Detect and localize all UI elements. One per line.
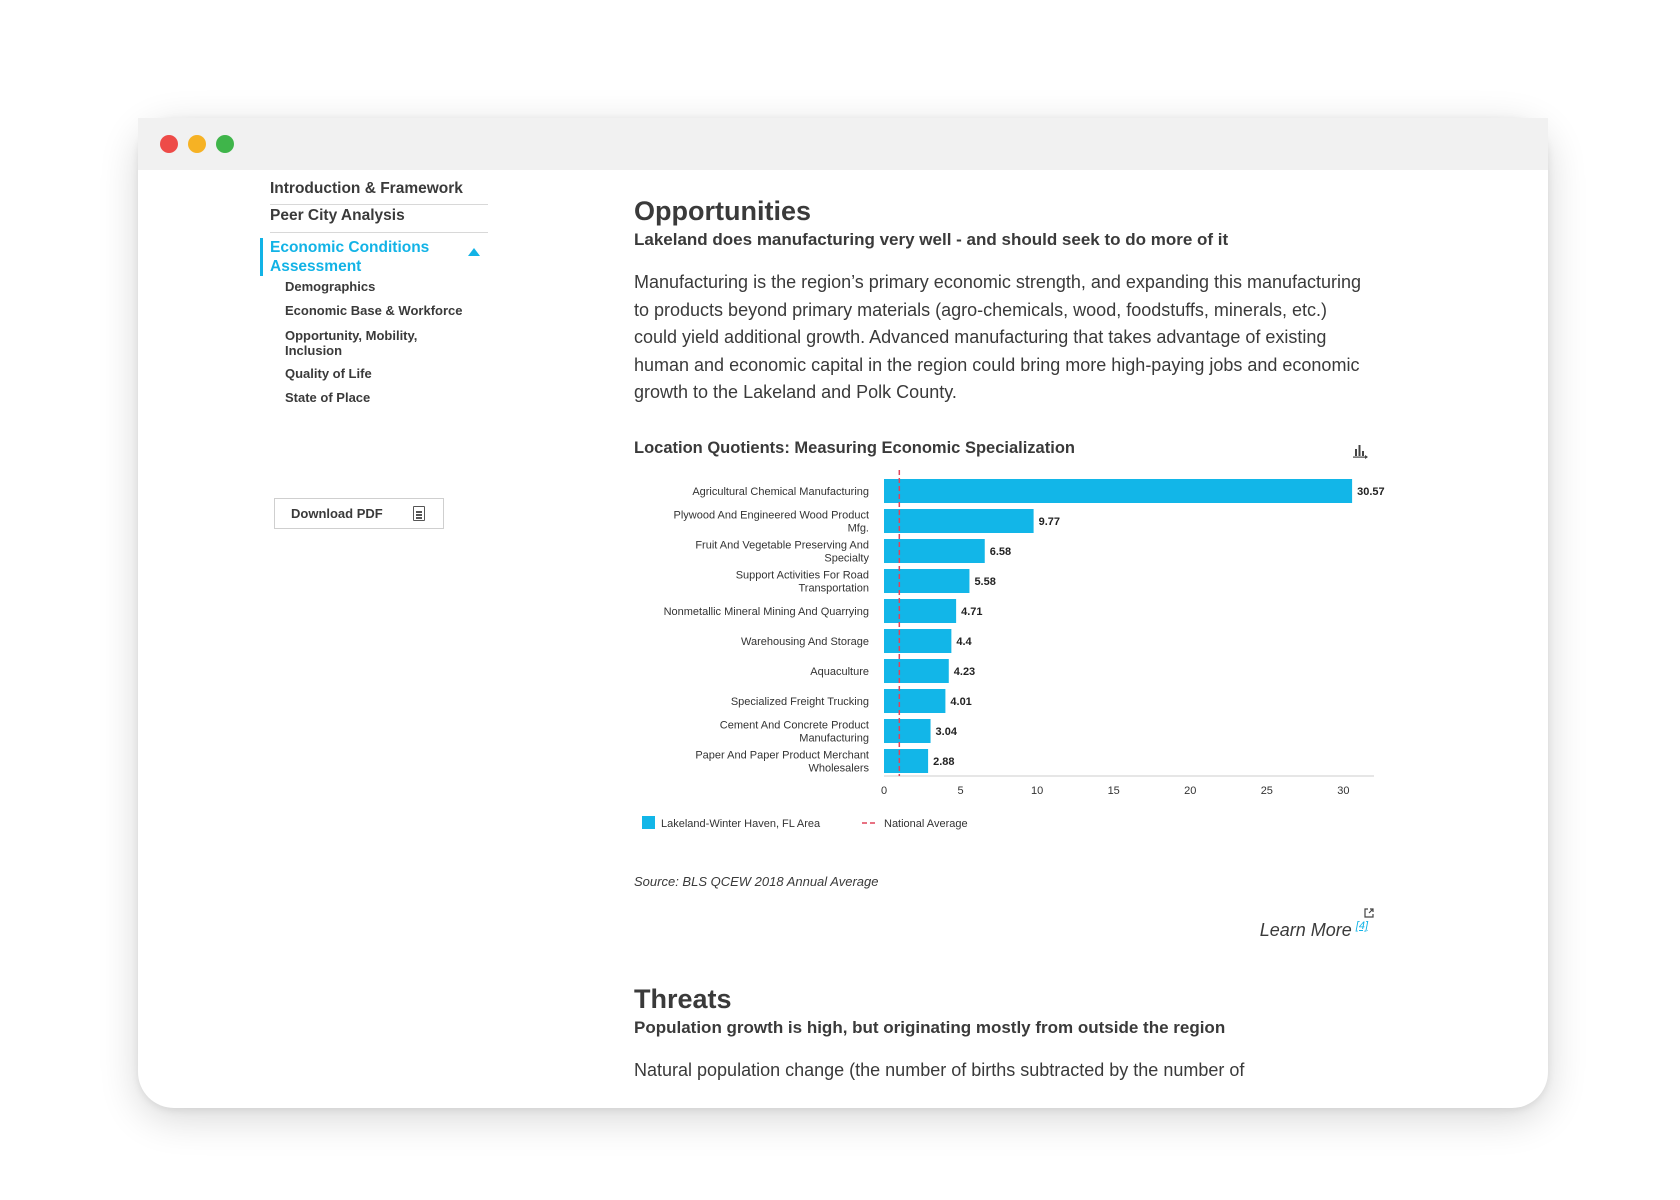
nav-divider (270, 204, 488, 205)
browser-window (138, 118, 1548, 1108)
chart-source: Source: BLS QCEW 2018 Annual Average (634, 874, 879, 889)
category-label: Wholesalers (808, 762, 869, 775)
category-label: Cement And Concrete Product (719, 719, 869, 732)
nav-divider (270, 232, 488, 233)
category-label: Paper And Paper Product Merchant (695, 749, 869, 762)
main-content (634, 170, 1385, 1108)
title-bar (138, 118, 1548, 170)
threats-subheading: Population growth is high, but originating mostly from outside the region (634, 1018, 1226, 1037)
chart-menu-icon[interactable] (1352, 443, 1368, 459)
x-tick-label: 20 (1184, 785, 1197, 797)
subnav-item-state-of-place[interactable]: State of Place (285, 390, 371, 405)
category-label: Aquaculture (810, 666, 869, 678)
sidebar-item-peer-city[interactable]: Peer City Analysis (270, 207, 405, 224)
learn-more-ref[interactable]: [4] (1355, 920, 1368, 932)
opportunities-subheading: Lakeland does manufacturing very well - and should seek to do more of it (634, 230, 1229, 249)
chart-bar (884, 509, 1034, 533)
bar-value-label: 9.77 (1038, 516, 1061, 528)
legend-label-reference: National Average (884, 818, 968, 830)
category-label: Specialized Freight Trucking (730, 696, 869, 708)
subnav-item-demographics[interactable]: Demographics (285, 279, 376, 294)
x-tick-label: 0 (880, 785, 888, 797)
category-label: Agricultural Chemical Manufacturing (692, 486, 869, 498)
chart-bar (884, 719, 931, 743)
opportunities-paragraph: Manufacturing is the region’s primary economic strength, and expanding this manufacturing to products beyond primary materials (agro-chemicals, wood, foodstuffs, minerals, etc.) could yield additional growth. Advanced manufacturing that takes advantage of existing human and economic capital in the region could bring more high-paying jobs and economic growth to the Lakeland and Polk County. (634, 272, 1362, 402)
subnav-item-economic-base[interactable]: Economic Base & Workforce (285, 303, 463, 318)
chart-bar (884, 689, 945, 713)
legend-label-series: Lakeland-Winter Haven, FL Area (661, 818, 821, 830)
collapse-caret-icon[interactable] (468, 248, 480, 256)
bar-value-label: 6.58 (989, 546, 1012, 558)
chart-bar (884, 599, 956, 623)
category-label: Fruit And Vegetable Preserving And (695, 539, 869, 552)
category-label: Transportation (798, 582, 869, 595)
threats-heading: Threats (634, 984, 732, 1014)
bar-value-label: 4.71 (961, 606, 983, 618)
bar-value-label: 4.23 (953, 666, 976, 678)
chart-bar (884, 569, 969, 593)
bar-value-label: 2.88 (933, 756, 955, 768)
active-indicator (260, 238, 263, 276)
sidebar-item-economic-conditions[interactable]: Economic Conditions Assessment (270, 239, 430, 275)
chart-bar (884, 749, 928, 773)
subnav-item-quality-of-life[interactable]: Quality of Life (285, 366, 372, 381)
legend-swatch-series (642, 816, 655, 829)
x-tick-label: 25 (1260, 785, 1273, 797)
category-label: Warehousing And Storage (740, 636, 869, 648)
chart-bar (884, 629, 951, 653)
external-link-icon (1364, 908, 1374, 918)
category-label: Nonmetallic Mineral Mining And Quarrying (663, 606, 869, 618)
category-label: Plywood And Engineered Wood Product (673, 509, 869, 522)
sidebar-item-introduction[interactable]: Introduction & Framework (270, 180, 463, 197)
download-pdf-label: Download PDF (291, 506, 383, 521)
chart-bar (884, 479, 1352, 503)
download-pdf-button[interactable] (274, 498, 444, 529)
category-label: Specialty (824, 552, 869, 565)
bar-value-label: 4.4 (956, 636, 972, 648)
bar-value-label: 4.01 (950, 696, 972, 708)
learn-more-text: Learn More (1259, 920, 1352, 940)
chart-bar (884, 659, 949, 683)
category-label: Manufacturing (799, 732, 869, 745)
minimize-window-button[interactable] (188, 135, 206, 153)
chart-title: Location Quotients: Measuring Economic Specialization (634, 439, 1075, 457)
bar-value-label: 30.57 (1357, 486, 1385, 498)
maximize-window-button[interactable] (216, 135, 234, 153)
threats-paragraph: Natural population change (the number of births subtracted by the number of (634, 1060, 1245, 1080)
bar-value-label: 5.58 (974, 576, 996, 588)
bar-value-label: 3.04 (935, 726, 957, 738)
x-tick-label: 30 (1337, 785, 1350, 797)
learn-more-link[interactable] (1260, 920, 1368, 941)
x-tick-label: 5 (957, 785, 964, 797)
category-label: Mfg. (847, 522, 869, 535)
category-label: Support Activities For Road (735, 569, 869, 582)
opportunities-heading: Opportunities (634, 196, 811, 226)
sidebar-nav (138, 170, 558, 1108)
document-icon (413, 506, 425, 521)
location-quotient-chart (634, 470, 1385, 850)
x-tick-label: 15 (1107, 785, 1120, 797)
close-window-button[interactable] (160, 135, 178, 153)
x-tick-label: 10 (1031, 785, 1044, 797)
subnav-item-opportunity[interactable]: Opportunity, Mobility, Inclusion (285, 328, 418, 358)
